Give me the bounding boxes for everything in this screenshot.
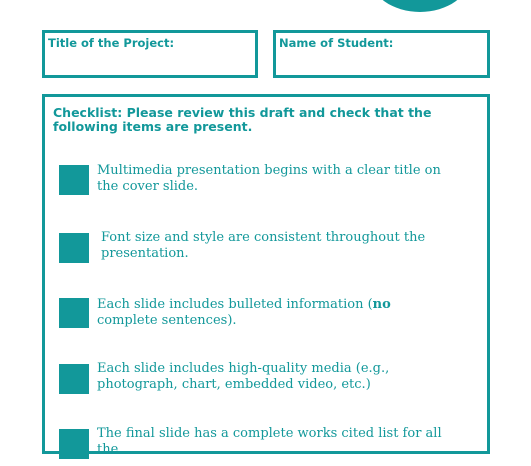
checkbox[interactable] <box>59 364 89 394</box>
checklist-item <box>45 230 493 270</box>
checklist-item-text <box>97 297 447 329</box>
checklist-item-text: Each slide includes high-quality media (e.g., photograph, chart, embedded video, etc.) <box>97 361 390 392</box>
checklist-item-text: The final slide has a complete works cited list for all the <box>97 426 442 457</box>
item-text-part: Each slide includes bulleted information ( <box>97 297 373 312</box>
checkbox[interactable] <box>59 233 89 263</box>
student-name-field[interactable] <box>273 30 490 78</box>
item-text-part: complete sentences). <box>97 313 237 328</box>
checklist-item <box>45 426 493 466</box>
project-title-label: Title of the Project: <box>48 36 175 50</box>
checkbox[interactable] <box>59 165 89 195</box>
checklist-item-text: Multimedia presentation begins with a clear title on the cover slide. <box>97 163 441 194</box>
checklist-item-text: Font size and style are consistent throughout the presentation. <box>101 230 426 261</box>
checklist-heading: Checklist: Please review this draft and check that the following items are present. <box>53 105 432 134</box>
item-text-emphasis: no <box>372 297 391 312</box>
project-title-field[interactable] <box>42 30 258 78</box>
checklist-panel <box>42 94 490 457</box>
student-name-label: Name of Student: <box>279 36 394 50</box>
checklist-item <box>45 297 493 337</box>
checklist-item <box>45 361 493 401</box>
checkbox[interactable] <box>59 298 89 328</box>
checklist-item <box>45 163 493 203</box>
checkbox[interactable] <box>59 429 89 459</box>
decorative-circle <box>370 0 470 12</box>
